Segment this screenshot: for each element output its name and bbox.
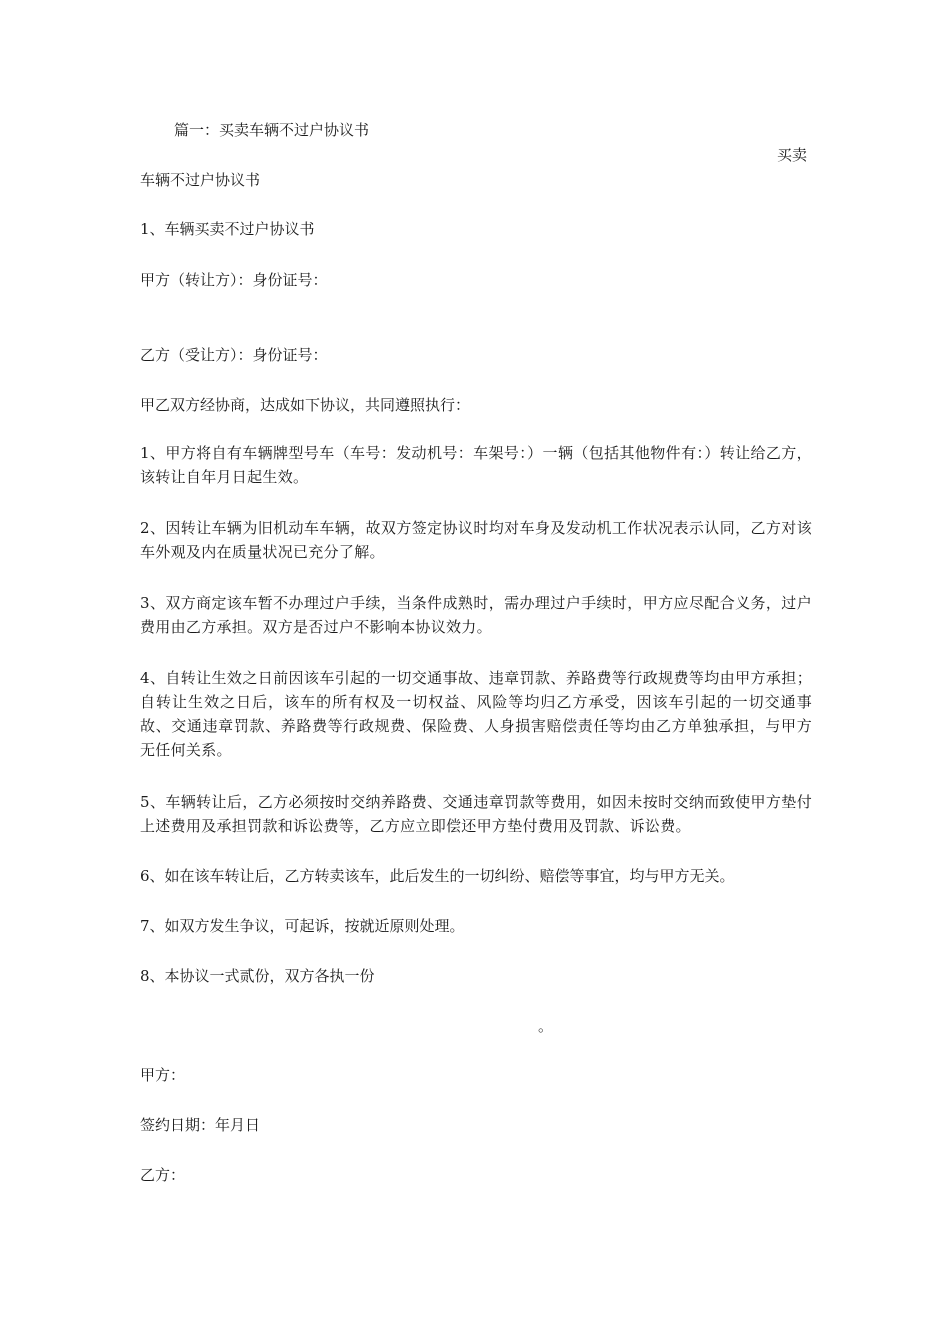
document-subtitle: 1、车辆买卖不过户协议书 xyxy=(140,220,315,238)
document-heading: 篇一：买卖车辆不过户协议书 xyxy=(174,121,370,139)
signature-party-a: 甲方： xyxy=(140,1066,186,1084)
party-a-line: 甲方（转让方）：身份证号： xyxy=(140,271,328,289)
stray-punctuation: 。 xyxy=(538,1017,554,1035)
clause-2: 2、因转让车辆为旧机动车车辆，故双方签定协议时均对车身及发动机工作状况表示认同，乙方对该车外观及内在质量状况已充分了解。 xyxy=(140,519,812,561)
clause-1: 1、甲方将自有车辆牌型号车（车号：发动机号：车架号：）一辆（包括其他物件有：）转让给乙方，该转让自年月日起生效。 xyxy=(140,444,812,486)
intro-paragraph: 甲乙双方经协商，达成如下协议，共同遵照执行： xyxy=(140,396,471,414)
heading-right-fragment: 买卖 xyxy=(777,146,808,164)
clause-6: 6、如在该车转让后，乙方转卖该车，此后发生的一切纠纷、赔偿等事宜，均与甲方无关。 xyxy=(140,867,735,885)
heading-continuation: 车辆不过户协议书 xyxy=(140,171,261,189)
signature-party-b: 乙方： xyxy=(140,1166,186,1184)
clause-8: 8、本协议一式贰份，双方各执一份 xyxy=(140,967,375,985)
clause-5: 5、车辆转让后，乙方必须按时交纳养路费、交通违章罚款等费用，如因未按时交纳而致使甲方垫付上述费用及承担罚款和诉讼费等，乙方应立即偿还甲方垫付费用及罚款、诉讼费。 xyxy=(140,793,812,835)
clause-4: 4、自转让生效之日前因该车引起的一切交通事故、违章罚款、养路费等行政规费等均由甲方承担；自转让生效之日后，该车的所有权及一切权益、风险等均归乙方承受，因该车引起的一切交通事故、交通违章罚款、养路费等行政规费、保险费、人身损害赔偿责任等均由乙方单独承担，与甲方无任何关系。 xyxy=(140,669,812,759)
party-b-line: 乙方（受让方）：身份证号： xyxy=(140,346,328,364)
clause-3: 3、双方商定该车暂不办理过户手续，当条件成熟时，需办理过户手续时，甲方应尽配合义务，过户费用由乙方承担。双方是否过户不影响本协议效力。 xyxy=(140,594,812,636)
signing-date: 签约日期：年月日 xyxy=(140,1116,261,1134)
clause-7: 7、如双方发生争议，可起诉，按就近原则处理。 xyxy=(140,917,465,935)
